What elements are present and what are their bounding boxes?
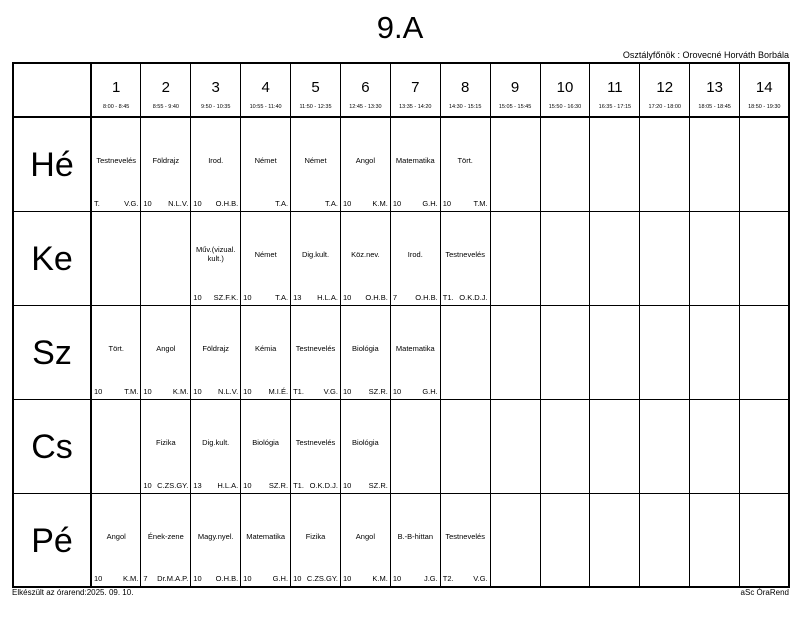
empty-cell	[690, 493, 740, 587]
period-header-8	[440, 63, 490, 117]
period-header-6	[340, 63, 390, 117]
lesson-room: 10	[143, 386, 152, 396]
period-time: 16:35 - 17:15	[598, 104, 632, 110]
empty-cell	[540, 399, 590, 493]
lesson-cell	[141, 305, 191, 399]
day-label: Pé	[31, 521, 73, 560]
period-time: 13:35 - 14:20	[399, 104, 432, 110]
empty-cell	[490, 117, 540, 211]
lesson-subject: Német	[254, 249, 277, 259]
period-number: 2	[161, 79, 170, 96]
lesson-teacher: V.G.	[323, 386, 338, 396]
lesson-room: 13	[293, 292, 302, 302]
period-number: 9	[510, 79, 520, 96]
empty-cell	[690, 399, 740, 493]
lesson-subject: Földrajz	[152, 156, 180, 165]
lesson-cell	[141, 117, 191, 211]
lesson-cell	[390, 305, 440, 399]
period-number: 4	[261, 79, 270, 96]
lesson-teacher: SZ.F.K.	[213, 292, 239, 302]
day-label: Cs	[31, 427, 73, 466]
empty-cell	[590, 117, 640, 211]
lesson-subject: Matematika	[246, 531, 285, 541]
period-time: 15:50 - 16:30	[548, 104, 582, 110]
lesson-subject: Angol	[355, 156, 375, 165]
period-number: 11	[607, 79, 623, 96]
lesson-teacher: SZ.R.	[368, 480, 388, 490]
lesson-teacher: O.K.D.J.	[459, 292, 488, 302]
lesson-room: 10	[392, 574, 402, 583]
lesson-teacher: O.K.D.J.	[309, 480, 338, 490]
lesson-teacher: K.M.	[172, 386, 189, 396]
empty-cell	[640, 493, 690, 587]
lesson-cell	[291, 399, 341, 493]
empty-cell	[590, 493, 640, 587]
lesson-teacher: H.L.A.	[317, 292, 338, 302]
lesson-room: 13	[193, 480, 202, 490]
day-row	[13, 399, 789, 493]
period-number: 5	[311, 79, 320, 96]
period-time: 14:30 - 15:15	[448, 104, 482, 110]
empty-cell	[640, 399, 690, 493]
lesson-room: 10	[143, 480, 152, 490]
period-header-5	[291, 63, 341, 117]
lesson-room: 10	[94, 574, 103, 583]
lesson-teacher: O.H.B.	[415, 292, 438, 302]
lesson-cell	[241, 493, 291, 587]
lesson-room: T.	[94, 198, 100, 208]
lesson-room: 10	[342, 480, 352, 490]
lesson-subject: Biológia	[352, 343, 379, 353]
lesson-room: 10	[342, 198, 352, 208]
period-header-11	[590, 63, 640, 117]
lesson-subject: Matematika	[395, 343, 435, 353]
lesson-room: 10	[243, 574, 252, 583]
lesson-teacher: T.A.	[275, 292, 289, 302]
empty-cell	[740, 211, 790, 305]
lesson-subject: Tört.	[457, 156, 473, 165]
lesson-subject: Testnevelés	[445, 249, 485, 259]
lesson-cell	[390, 211, 440, 305]
empty-cell	[590, 399, 640, 493]
empty-cell	[540, 305, 590, 399]
lesson-teacher: M.I.É.	[268, 386, 289, 396]
period-header-9	[490, 63, 540, 117]
empty-cell	[740, 117, 790, 211]
lesson-cell	[291, 305, 341, 399]
empty-cell	[540, 493, 590, 587]
period-number: 14	[755, 79, 773, 96]
lesson-room: 10	[193, 574, 202, 583]
lesson-subject: Tört.	[108, 343, 124, 353]
lesson-subject: Angol	[156, 343, 176, 353]
lesson-teacher: G.H.	[422, 198, 438, 208]
lesson-subject: Angol	[106, 531, 126, 541]
empty-cell	[690, 211, 740, 305]
lesson-subject: Testnevelés	[295, 343, 336, 353]
corner-cell	[13, 63, 91, 117]
lesson-teacher: SZ.R.	[368, 386, 388, 396]
lesson-room: 7	[392, 292, 398, 302]
lesson-room: 10	[193, 198, 202, 208]
lesson-subject: Műv.(vizual. kult.)	[196, 244, 236, 263]
lesson-room: T1.	[293, 386, 304, 396]
lesson-cell	[440, 493, 490, 587]
lesson-subject: Kémia	[254, 343, 277, 353]
period-time: 17:20 - 18:00	[648, 104, 681, 110]
lesson-teacher: O.H.B.	[215, 198, 239, 208]
period-number: 12	[656, 79, 674, 96]
lesson-teacher: Dr.M.A.P.	[157, 574, 189, 583]
lesson-cell	[241, 117, 291, 211]
period-number: 3	[211, 79, 220, 96]
empty-cell	[640, 211, 690, 305]
period-time: 18:05 - 18:45	[698, 104, 731, 110]
period-header-1	[91, 63, 141, 117]
lesson-cell	[390, 493, 440, 587]
lesson-cell	[340, 305, 390, 399]
lesson-subject: Angol	[355, 531, 375, 541]
period-number: 7	[411, 79, 420, 96]
lesson-cell	[390, 117, 440, 211]
empty-cell	[540, 117, 590, 211]
lesson-teacher: H.L.A.	[217, 480, 239, 490]
lesson-subject: Matematika	[395, 156, 435, 165]
empty-cell	[390, 399, 440, 493]
lesson-room: 10	[193, 292, 202, 302]
day-cell	[13, 211, 91, 305]
period-header-13	[690, 63, 740, 117]
lesson-teacher: V.G.	[124, 198, 139, 208]
lesson-cell	[241, 305, 291, 399]
lesson-cell	[440, 211, 490, 305]
empty-cell	[490, 399, 540, 493]
lesson-cell	[340, 399, 390, 493]
lesson-cell	[340, 493, 390, 587]
head-teacher: Osztályfőnök : Orovecné Horváth Borbála	[622, 50, 789, 60]
lesson-cell	[291, 117, 341, 211]
empty-cell	[540, 211, 590, 305]
lesson-cell	[191, 493, 241, 587]
lesson-subject: Testnevelés	[295, 437, 336, 447]
lesson-teacher: G.H.	[272, 574, 289, 583]
day-cell	[13, 493, 91, 587]
empty-cell	[590, 211, 640, 305]
period-header-4	[241, 63, 291, 117]
empty-cell	[490, 493, 540, 587]
lesson-subject: Dig.kult.	[202, 437, 230, 447]
day-row	[13, 305, 789, 399]
period-header-14	[740, 63, 790, 117]
lesson-subject: Biológia	[252, 437, 279, 447]
lesson-subject: Testnevelés	[96, 156, 136, 165]
period-number: 6	[361, 79, 370, 96]
lesson-room: 10	[392, 198, 402, 208]
lesson-cell	[91, 305, 141, 399]
empty-cell	[490, 305, 540, 399]
empty-cell	[490, 211, 540, 305]
day-cell	[13, 305, 91, 399]
lesson-subject: Fizika	[156, 437, 176, 447]
lesson-cell	[191, 117, 241, 211]
period-number: 13	[706, 79, 723, 96]
lesson-cell	[91, 117, 141, 211]
day-row	[13, 493, 789, 587]
lesson-room: T1.	[293, 480, 304, 490]
lesson-teacher: T.A.	[325, 198, 338, 208]
lesson-teacher: N.L.V.	[218, 386, 239, 396]
lesson-cell	[91, 493, 141, 587]
lesson-cell	[141, 399, 191, 493]
class-title: 9.A	[376, 10, 424, 45]
lesson-subject: Földrajz	[202, 343, 230, 353]
empty-cell	[141, 211, 191, 305]
timetable-grid	[12, 62, 790, 588]
day-row	[13, 117, 789, 211]
period-header-12	[640, 63, 690, 117]
lesson-teacher: T.M.	[124, 386, 139, 396]
lesson-teacher: N.L.V.	[168, 198, 189, 208]
period-header-2	[141, 63, 191, 117]
lesson-teacher: K.M.	[372, 198, 388, 208]
lesson-room: T2.	[442, 574, 454, 583]
lesson-cell	[340, 117, 390, 211]
day-cell	[13, 117, 91, 211]
period-time: 10:55 - 11:40	[249, 104, 282, 110]
lesson-room: 10	[243, 480, 252, 490]
lesson-room: 10	[293, 574, 302, 583]
lesson-cell	[340, 211, 390, 305]
lesson-room: 10	[243, 292, 252, 302]
lesson-room: 10	[243, 386, 252, 396]
lesson-subject: Fizika	[305, 531, 326, 541]
empty-cell	[690, 117, 740, 211]
period-header-row	[13, 63, 789, 117]
lesson-cell	[241, 211, 291, 305]
lesson-subject: Német	[254, 156, 277, 165]
lesson-cell	[291, 493, 341, 587]
lesson-cell	[291, 211, 341, 305]
empty-cell	[440, 399, 490, 493]
lesson-room: 10	[342, 386, 352, 396]
day-label: Sz	[32, 333, 72, 372]
lesson-cell	[141, 493, 191, 587]
lesson-room: T1.	[442, 292, 454, 302]
lesson-subject: Irod.	[407, 249, 423, 259]
lesson-teacher: J.G.	[423, 574, 438, 583]
lesson-subject: Magy.nyel.	[197, 531, 234, 541]
empty-cell	[740, 493, 790, 587]
period-number: 10	[556, 79, 574, 96]
lesson-subject: Irod.	[208, 156, 224, 165]
empty-cell	[740, 305, 790, 399]
period-time: 8:55 - 9:40	[152, 104, 179, 110]
empty-cell	[440, 305, 490, 399]
period-time: 8:00 - 8:45	[103, 104, 130, 110]
period-number: 1	[112, 79, 121, 96]
lesson-teacher: T.M.	[473, 198, 488, 208]
empty-cell	[91, 211, 141, 305]
empty-cell	[690, 305, 740, 399]
lesson-room: 7	[143, 574, 148, 583]
lesson-subject: Köz.nev.	[351, 249, 380, 259]
lesson-teacher: C.ZS.GY.	[306, 574, 338, 583]
lesson-subject: Biológia	[352, 437, 379, 447]
lesson-room: 10	[193, 386, 202, 396]
lesson-cell	[191, 211, 241, 305]
brand-label: aSc ÓraRend	[740, 588, 789, 597]
lesson-teacher: O.H.B.	[365, 292, 388, 302]
lesson-room: 10	[94, 386, 103, 396]
lesson-subject: B.-B-hittan	[397, 531, 433, 541]
lesson-teacher: K.M.	[122, 574, 139, 583]
lesson-room: 10	[392, 386, 402, 396]
empty-cell	[740, 399, 790, 493]
created-date: Elkészült az órarend:2025. 09. 10.	[12, 588, 134, 597]
lesson-subject: Ének-zene	[147, 531, 184, 541]
lesson-cell	[191, 399, 241, 493]
lesson-teacher: O.H.B.	[215, 574, 239, 583]
period-time: 11:50 - 12:35	[299, 104, 332, 110]
lesson-room: 10	[442, 198, 452, 208]
day-label: Hé	[30, 146, 74, 184]
lesson-cell	[241, 399, 291, 493]
lesson-teacher: C.ZS.GY.	[157, 480, 189, 490]
lesson-teacher: G.H.	[422, 386, 438, 396]
period-header-10	[540, 63, 590, 117]
lesson-teacher: V.G.	[473, 574, 488, 583]
period-header-3	[191, 63, 241, 117]
lesson-teacher: T.A.	[275, 198, 289, 208]
lesson-room: 10	[342, 574, 352, 583]
lesson-room: 10	[342, 292, 352, 302]
period-time: 15:05 - 15:45	[498, 104, 532, 110]
lesson-subject: Testnevelés	[445, 531, 485, 541]
lesson-teacher: K.M.	[372, 574, 388, 583]
lesson-cell	[191, 305, 241, 399]
empty-cell	[91, 399, 141, 493]
lesson-subject: Német	[304, 156, 327, 165]
empty-cell	[590, 305, 640, 399]
lesson-subject: Dig.kult.	[301, 249, 330, 259]
empty-cell	[640, 117, 690, 211]
period-time: 9:50 - 10:35	[201, 104, 231, 110]
lesson-cell	[440, 117, 490, 211]
lesson-teacher: SZ.R.	[268, 480, 289, 490]
lesson-room: 10	[143, 198, 152, 208]
period-time: 18:50 - 19:30	[748, 104, 781, 110]
day-label: Ke	[31, 239, 73, 278]
period-header-7	[390, 63, 440, 117]
day-row	[13, 211, 789, 305]
day-cell	[13, 399, 91, 493]
empty-cell	[640, 305, 690, 399]
period-number: 8	[461, 79, 470, 96]
period-time: 12:45 - 13:30	[349, 104, 382, 110]
